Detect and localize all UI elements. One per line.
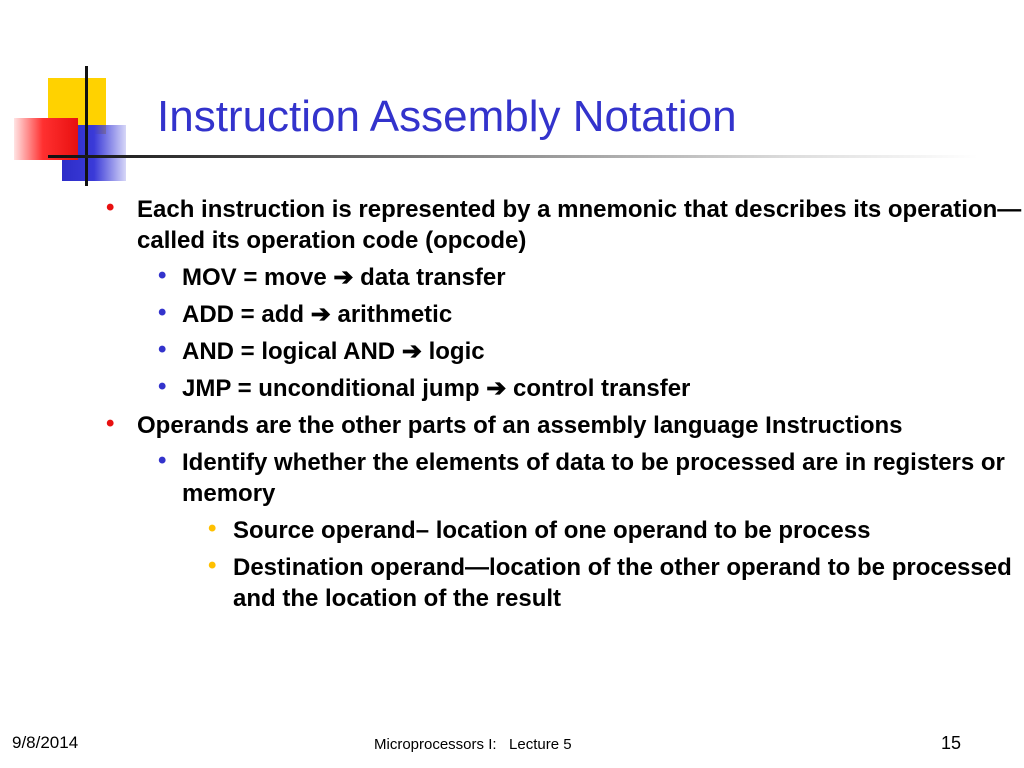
footer-course: Microprocessors I: Lecture 5 [374, 736, 572, 753]
bullet-dot-icon: • [158, 336, 167, 363]
bullet-item [0, 515, 1024, 546]
bullet-item [0, 447, 1024, 509]
bullet-item [0, 410, 1024, 441]
bullet-text: Identify whether the elements of data to be processed are in registers or memory [182, 449, 1005, 507]
bullet-text-post: control transfer [506, 375, 691, 402]
red-square [14, 118, 78, 160]
bullet-dot-icon: • [208, 552, 217, 579]
bullet-dot-icon: • [158, 447, 167, 474]
bullet-text-pre: MOV = move [182, 264, 334, 291]
bullet-item [0, 194, 1024, 256]
vertical-rule [85, 66, 88, 186]
bullet-dot-icon: • [208, 515, 217, 542]
bullet-item [0, 373, 1024, 404]
bullet-text: Operands are the other parts of an assembly language Instructions [137, 412, 903, 439]
bullet-item [0, 336, 1024, 367]
bullet-item [0, 299, 1024, 330]
bullet-text-pre: AND = logical AND [182, 338, 402, 365]
title-underline [48, 155, 978, 158]
bullet-text-post: arithmetic [330, 301, 453, 328]
slide-content [0, 194, 1024, 620]
bullet-item [0, 552, 1024, 614]
right-arrow-icon: ➔ [486, 375, 507, 402]
bullet-text-post: logic [421, 338, 485, 365]
bullet-item [0, 262, 1024, 293]
right-arrow-icon: ➔ [401, 338, 422, 365]
page-number: 15 [941, 733, 962, 753]
footer-date: 9/8/2014 [12, 733, 79, 752]
bullet-dot-icon: • [106, 194, 115, 221]
slide-logo-decoration [0, 0, 160, 200]
bullet-text-pre: ADD = add [182, 301, 311, 328]
bullet-text-post: data transfer [353, 264, 506, 291]
bullet-text: Destination operand—location of the other operand to be processed and the location of the result [233, 554, 1012, 612]
bullet-dot-icon: • [158, 373, 167, 400]
bullet-text-pre: JMP = unconditional jump [182, 375, 487, 402]
right-arrow-icon: ➔ [333, 264, 354, 291]
slide-title: Instruction Assembly Notation [157, 92, 737, 141]
right-arrow-icon: ➔ [310, 301, 331, 328]
bullet-dot-icon: • [158, 299, 167, 326]
bullet-dot-icon: • [106, 410, 115, 437]
bullet-text: Source operand– location of one operand to be process [233, 517, 871, 544]
bullet-text: Each instruction is represented by a mnemonic that describes its operation—called its operation code (opcode) [137, 196, 1022, 254]
bullet-dot-icon: • [158, 262, 167, 289]
